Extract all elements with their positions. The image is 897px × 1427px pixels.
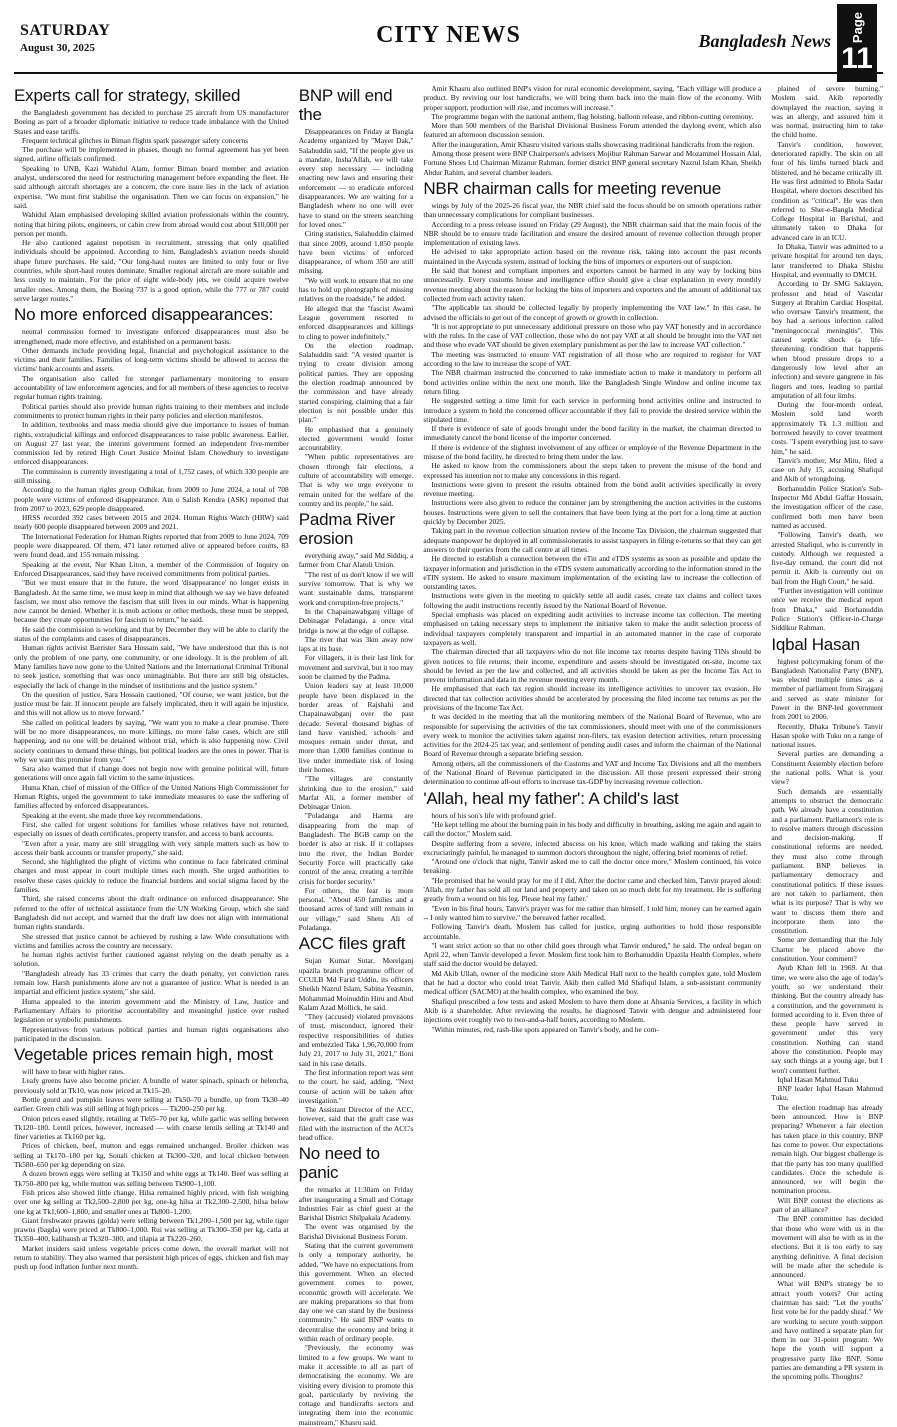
story-paragraph: Following Tanvir's death, Moslem has called for justice, urging authorities to hold those responsible accountable.	[423, 922, 762, 941]
story-paragraph: "It is not appropriate to put unnecessary additional pressure on those who pay VAT honestly and in accordance with the rules. In the case of VAT collection, those who do not pay VAT at all should be brought into the VAT net and those who evade VAT should be given exemplary punishment as per the law to increase VAT collection."	[423, 321, 762, 350]
story-paragraph: Recently, Dhaka Tribune's Tanvir Hasan spoke with Tuku on a range of national issues.	[771, 721, 883, 750]
story-paragraph: "But we must ensure that in the future, the word 'disappearance' no longer exists in Bangladesh. At the same time, we must keep in mind that although we say we have defeated fascism, we must also remove the fascism that still lives in our minds. What is happening now cannot be denied. Whether it is mob actions or other methods, these must be stopped, because they create opportunities for fascism to return," he said.	[14, 578, 289, 625]
story-paragraph: Representatives from various political parties and human rights organisations also participated in the discussion.	[14, 1024, 289, 1043]
story-paragraph: "When public representatives are chosen through fair elections, a culture of accountability will emerge. That is why we urge everyone to remain united for the welfare of the country and its people," he said.	[298, 452, 414, 508]
story-paragraph: On the election roadmap, Salahuddin said: "A vested quarter is trying to create division among political parties. They are opposing the election roadmap announced by the commission and have already started conspiring, claiming that a fair election is not possible under this plan."	[298, 340, 414, 425]
story-paragraph: Other demands include providing legal, financial and psychological assistance to the victims and their families. Families of long-term victims should be allowed to access the victims' bank accounts and assets.	[14, 345, 289, 374]
story-headline: Padma River erosion	[298, 510, 395, 549]
story-paragraph: If there is evidence of sale of goods brought under the bond facility in the market, the chairman directed to immediately cancel the bond license of the importer concerned.	[423, 424, 762, 443]
story-paragraph: BNP leader Iqbal Hasan Mahmud Tuku.	[771, 1084, 883, 1103]
story-paragraph: Disappearances on Friday at Bangla Academy organized by "Mayer Dak," Salahuddin said, "If the people give us a mandate, Insha'Allah, we will take every step necessary — including enacting new laws and ensuring their enforcement — to eradicate enforced disappearances. We are waiting for a Bangladesh where no one will ever have to stand on the streets searching for loved ones."	[298, 127, 414, 229]
story-paragraph: Frequent technical glitches in Biman flights spark passenger safety concerns	[22, 135, 248, 145]
story-paragraph: Ayub Khan fell in 1969. At that time, we were also the age of today's youth, so we understand their thinking. But the country already has a constitution, and the government is formed according to it. Even three of these people have served in government under this very constitution. Nothing can stand above the constitution. People may say such things at a young age, but I won't comment further.	[771, 963, 883, 1075]
column-3	[423, 84, 761, 1370]
story-paragraph: Huma Khan, chief of mission of the Office of the United Nations High Commissioner for Human Rights, urged the government to take immediate measures to ease the suffering of families affected by enforced disappearances.	[14, 782, 289, 811]
story-paragraph: The BNP committee has decided that those who were with us in the movement will also be with us in the elections. But it is too early to say anything definitive. A final decision will be made after the schedule is announced.	[771, 1214, 883, 1280]
story-paragraph: He asked to know from the commissioners about the steps taken to prevent the misuse of the bond and expressed his intention not to make any concessions in this regard.	[423, 461, 762, 480]
story-paragraph: Special emphasis was placed on expediting audit activities to increase income tax collection. The meeting emphasised on taking necessary steps to implement the initiative taken to make the audit selection process of individual taxpayers completely transparent and impartial in an automated manner in the case of corporate taxpayers as well.	[423, 610, 762, 647]
story-paragraph: He emphasised that each tax region should increase its intelligence activities to uncover tax evasion. He directed that tax collection activities should be accelerated by processing the filed income tax returns as per the provisions of the Income Tax Act.	[423, 684, 762, 712]
story-paragraph: plained of severe burning," Moslem said. Akib reportedly downplayed the reaction, saying it was an allergy, and assured him it was normal, instructing him to take the child home.	[771, 84, 883, 140]
masthead	[14, 0, 883, 75]
story-paragraph: Stating that the current government is only a temporary authority, he added, "We have no expectations from this government. When an elected government comes to power, economic growth will accelerate. We are making preparations so that from day one we can stand by the business community." He said BNP wants to decentralise the economy and bring it within reach of ordinary people.	[298, 1241, 414, 1344]
story-paragraph: "Even in his final hours, Tanvir's prayer was for me rather than himself. I told him, money can be earned again -- I only wanted him to survive," the bereaved father recalled.	[423, 903, 762, 922]
story-paragraph: The Assistant Director of the ACC, however, said that the graft case was filed with the instruction of the ACC's head office.	[298, 1105, 414, 1142]
story-paragraph: First, she called for urgent solutions for families whose relatives have not returned, especially on issues of death certificates, property transfer, and access to bank accounts.	[14, 819, 289, 839]
story-paragraph: It was decided in the meeting that all the monitoring members of the National Board of Revenue, who are responsible for supervising the activities of the tax commissioners, should meet with one of the commissioners every week to monitor the activities taken against non-filers, tax evasion detection activities, return processing activities for the 2024-25 tax year, and settlement of pending audit cases and inform the chairman of the National Board of Revenue through a separate briefing session.	[423, 712, 762, 759]
story-paragraph: "They (accused) violated provisions of trust, misconduct, ignored their respective responsibilities of duties and embezzled Taka 1,96,70,000 from July 21, 2017 to July 31, 2021," Iloni said in his case details.	[298, 1012, 414, 1068]
story-headline: No more enforced disappearances:	[14, 305, 274, 325]
story-paragraph: "The rest of us don't know if we will survive tomorrow. That is why we want sustainable dams, transparent work and corruption-free projects."	[298, 569, 414, 607]
story-paragraph: "The applicable tax should be collected legally by properly implementing the VAT law." In this case, he advised the officials to get out of the concept of growth or growth in collection.	[423, 303, 762, 322]
column-1	[14, 84, 289, 1370]
story-paragraph: The commission is currently investigating a total of 1,752 cases, of which 330 people are still missing.	[14, 466, 289, 485]
story-paragraph: Giant freshwater prawns (golda) were selling between Tk1,200–1,500 per kg, while tiger prawns (bagda) were priced at Tk800–1,000. Rui was selling at Tk300–350 per kg, catla at Tk350–400, kalibaush at Tk320–380, and tilapia at Tk220–260.	[14, 1215, 289, 1244]
story-paragraph: Instructions were also given to reduce the container jam by strengthening the auction activities in the customs houses. Instructions were given to sell the containers that have been lying at the port for a long time at auction quickly by December 2025.	[423, 498, 762, 527]
story-paragraph: wings by July of the 2025-26 fiscal year, the NBR chief said the focus should be on smooth operations rather than unnecessary complications for compliant businesses.	[423, 200, 762, 220]
story-paragraph: Fish prices also showed little change. Hilsa remained highly priced, with fish weighing over one kg selling at Tk2,500–2,800 per kg, one-kg hilsa at Tk2,300–2,500, hilsa below one kg at Tk1,600–1,800, and smaller ones at Tk800–1,200.	[14, 1187, 289, 1216]
story-paragraph: Such demands are essentially attempts to obstruct the democratic path. We already have a constitution and a parliament. Parliament's role is to resolve matters through discussion and decision-making. If constitutional reforms are needed, they must also come through parliament. BNP believes in parliamentary democracy and constitutional politics. If these issues are not taken to parliament, then what is its purpose? That is why we want to discuss them there and incorporate them into the constitution.	[771, 786, 883, 936]
story-paragraph: Borhanuddin Police Station's Sub-Inspector Md Abdul Gaffar Hossain, the investigation officer of the case, confirmed both men have been named as accused.	[771, 483, 883, 530]
story-paragraph: Sara also warned that if change does not begin now with genuine political will, future generations will once again fall victim to the same injustices.	[14, 764, 289, 783]
section-title: CITY NEWS	[376, 22, 521, 48]
story-paragraph: "Even after a year, many are still struggling with very simple matters such as how to access their bank accounts or transfer property," she said.	[14, 838, 289, 857]
story-paragraph: Huma appealed to the interim government and the Ministry of Law, Justice and Parliamentary Affairs to prioritise accountability and meaningful justice over rushed legislation or symbolic punishments.	[14, 996, 289, 1025]
story-paragraph: "Previously, the economy was limited to a few groups. We want to make it accessible to all as part of democratising the economy. We are visiting every division to promote this goal, particularly by reviving the cottage and handicrafts sectors and integrating them into the economic mainstream," Khasru said.	[298, 1343, 414, 1427]
story-paragraph: highest policymaking forum of the Bangladesh Nationalist Party (BNP), was elected multiple times as a member of parliament from Sirajganj and served as state minister for Power in the BNP-led government from 2001 to 2006.	[771, 656, 883, 722]
story-paragraph: According to a press release issued on Friday (29 August), the NBR chairman said that the main focus of the NBR should be to ensure trade facilitation and ensure the desired amount of revenue collection through proper implementation of existing laws.	[423, 219, 762, 248]
story-paragraph: "Further investigation will continue once we receive the medical report from Dhaka," said Borhanuddin Police Station's Officer-in-Charge Siddikur Rahman.	[771, 586, 883, 633]
story-paragraph: "He kept telling me about the burning pain in his body and difficulty in breathing, asking me again and again to call the doctor," Moslem said.	[423, 819, 762, 839]
columns	[14, 84, 883, 1427]
story-paragraph: Speaking to UNB, Kazi Wahidul Alam, former Biman board member and aviation analyst, underscored the need for restructuring management before expanding the fleet. He said although aircraft shortages are a concern, the core issue lies in the lack of aviation expertise. "We must first stabilise the organisation. Then we can focus on expansion," he said.	[14, 163, 289, 210]
story-paragraph: will have to bear with higher rates.	[22, 1067, 125, 1077]
story-paragraph: Shafiqul prescribed a few tests and asked Moslem to have them done at Ahsania Services, a facility in which Akib is a shareholder. After reviewing the results, he diagnosed Tanvir with dengue and administered four injections over roughly two to two-and-a-half hours, according to Moslem.	[423, 996, 762, 1025]
story-paragraph: the Bangladesh government has decided to purchase 25 aircraft from US manufacturer Boeing as part of a broader diplomatic initiative to reduce trade imbalance with the United States and ease tariffs.	[14, 108, 289, 136]
story-paragraph: Second, she highlighted the plight of victims who continue to face fabricated criminal charges and must appear in court multiple times each month. She urged authorities to resolve these cases quickly to reduce the financial burdens and social stigma faced by the families.	[14, 857, 289, 895]
story-paragraph: Taking part in the revenue collection situation review of the Income Tax Division, the chairman suggested that adequate manpower be deployed in all commissionerates to assist taxpayers in filing e-returns so that they can get answers to their queries from the call centre at all times.	[423, 526, 762, 554]
page-number-tab	[837, 4, 877, 82]
story-paragraph: Political parties should also provide human rights training to their members and include commitments to protect human rights in their party policies and election manifestos.	[14, 401, 289, 420]
story-paragraph: Will BNP contest the elections as part of an alliance?	[771, 1195, 883, 1215]
page-number: 11	[841, 41, 873, 75]
story-paragraph: In Dhaka, Tanvir was admitted to a private hospital for around ten days, later transferred to Dhaka Shishu Hospital, and eventually to DMCH.	[771, 242, 883, 279]
story-paragraph: "The villages are constantly shrinking due to the erosion," said Marfat Ali, a former member of Debinagar Union.	[298, 774, 414, 812]
story-paragraph: For others, the fear is more personal. "About 450 families and a thousand acres of land still remain in our village," said Shetu Ali of Poladanga.	[298, 885, 414, 933]
story-paragraph: She called on political leaders by saying, "We want you to make a clear promise. There will be no more disappearances, no more killings, no more false cases, which are still happening, and no one will be detained without trial, which is also happening now. Civil society continues to demand these things, but political leaders are the ones in power. That is why we want this promise from you."	[14, 717, 289, 764]
story-paragraph: The NBR chairman instructed the concerned to take immediate action to make it mandatory to perform all bond activities online within the next one month, like the Bangladesh Single Window and online income tax return filing.	[423, 368, 762, 396]
story-paragraph: The programme began with the national anthem, flag hoisting, balloon release, and ribbon-cutting ceremony.	[431, 111, 754, 121]
story-paragraph: neutral commission formed to investigate enforced disappearances must also be strengthened, made more effective, and established on a permanent basis.	[14, 327, 289, 346]
brand-logo: Bangladesh News	[698, 31, 831, 51]
story-paragraph: On the question of justice, Sara Hossain cautioned, "Of course, we want justice, but the justice must be fair. If innocent people are falsely implicated, then it will again be injustice, and this will not allow us to move forward."	[14, 689, 289, 718]
column-4	[771, 84, 883, 1382]
story-paragraph: The chairman directed that all taxpayers who do not file income tax returns despite having TINs should be given notices to file returns, their income, expenditure and assets should be investigated on-site, income tax should be levied as per the law and collected, and all activities should be taken as per the Income Tax Act to prevent information and data in the revenue meeting every month.	[423, 647, 762, 685]
story-headline: ACC files graft	[298, 934, 406, 954]
story-paragraph: Amir Khasru also outlined BNP's vision for rural economic development, saying, "Each village will produce a product. By reviving our lost handicrafts, we will bring them back into the main flow of the economy. With proper support, production will rise, and incomes will increase."	[423, 84, 762, 112]
story-headline: No need to panic	[298, 1144, 380, 1183]
story-paragraph: "I want strict action so that no other child goes through what Tanvir endured," he said. The ordeal began on April 22, when Tanvir developed a fever. Moslem first took him to Borhanuddin Upazila Health Complex, where staff said the doctor would be delayed.	[423, 940, 762, 969]
story-paragraph: Iqbal Hasan Mahmud Tuku	[777, 1074, 859, 1084]
story-paragraph: Some are demanding that the July Charter be placed above the constitution. Your comment?	[771, 935, 883, 964]
story-paragraph: The International Federation for Human Rights reported that from 2009 to June 2024, 709 people were disappeared. Of them, 471 later returned alive or appeared before courts, 83 were found dead, and 155 remain missing.	[14, 531, 289, 560]
story-paragraph: During the four-month ordeal, Moslem sold land worth approximately Tk 1.3 million and borrowed heavily to cover treatment costs. "I spent everything just to save him," he said.	[771, 400, 883, 456]
story-paragraph: He emphasised that a genuinely elected government would foster accountability.	[298, 424, 414, 453]
story-paragraph: Union leaders say at least 10,000 people have been displaced in the border areas of Rajshahi and Chapainawabganj over the past decade. Several thousand bighas of land have vanished, schools and mosques remain under threat, and more than 1,000 families continue to live under immediate risk of losing their homes.	[298, 681, 414, 774]
story-paragraph: "Poladanga and Harma are disappearing from the map of Bangladesh. The BGB camp on the border is also at risk. If it collapses into the river, the Indian Border Security Force will practically take control of the area, creating a terrible crisis for border security."	[298, 811, 414, 886]
story-paragraph: hours of his son's life with profound grief.	[431, 810, 556, 820]
story-headline: BNP will end the	[298, 86, 393, 124]
story-paragraph: More than 500 members of the Barishal Divisional Business Forum attended the daylong event, which also featured an afternoon discussion session.	[423, 121, 762, 140]
story-paragraph: "Following Tanvir's death, we arrested Shafiqul, who is currently in custody. Although we requested a five-day remand, the court did not permit it. Akib is currently out on bail from the High Court," he said.	[771, 530, 883, 586]
story-headline: NBR chairman calls for meeting revenue	[423, 178, 721, 198]
story-headline: 'Allah, heal my father': A child's last	[423, 788, 679, 808]
story-headline: Iqbal Hasan	[771, 634, 860, 654]
story-paragraph: Instructions were given in the meeting to quickly settle all audit cases, create tax claims and collect taxes following the audit instructions recently issued by the National Board of Revenue.	[423, 591, 762, 610]
story-paragraph: The meeting was instructed to ensure VAT registration of all those who are required to register for VAT according to the law to increase the scope of VAT.	[423, 349, 762, 369]
story-paragraph: He also cautioned against nepotism in recruitment, stressing that only qualified individuals should be appointed. According to him, Bangladesh's aviation needs should shape future purchases. He said, "Our long-haul routes are limited to only four or five countries, while short-haul routes dominate. Smaller regional aircraft are more suitable and less costly to maintain. For the price of eight wide-body jets, we could acquire twelve smaller ones. Among them, the Boeing 737 is a good option, while the 777 or 787 could serve larger routes."	[14, 238, 289, 303]
story-paragraph: Among others, all the commissioners of the Customs and VAT and Income Tax Divisions and all the members of the National Board of Revenue participated in the discussion. All those present expressed their strong determination to continue all-out efforts to increase tax-GDP by increasing revenue collection.	[423, 758, 762, 787]
story-paragraph: Citing statistics, Salahuddin claimed that since 2009, around 1,850 people have been victims of enforced disappearance, of whom 350 are still missing.	[298, 229, 414, 276]
story-paragraph: Prices of chicken, beef, mutton and eggs remained unchanged. Broiler chicken was selling at Tk170–180 per kg, Sonali chicken at Tk300–320, and local chicken between Tk580–650 per kg depending on size.	[14, 1141, 289, 1170]
story-paragraph: Bottle gourd and pumpkin leaves were selling at Tk50–70 a bundle, up from Tk30–40 earlier. Green chili was still selling at high prices — Tk200–250 per kg.	[14, 1094, 289, 1114]
story-paragraph: The organisation also called for stronger parliamentary monitoring to ensure accountability of law enforcement agencies, and for all members of these agencies to receive regular human rights training.	[14, 373, 289, 402]
story-paragraph: The event was organised by the Barishal Divisional Business Forum.	[298, 1222, 414, 1241]
story-paragraph: Despite suffering from a severe, infected abscess on his knee, which made walking and taking the stairs excruciatingly painful, he managed to summon doctors throughout the night, offering brief moments of relief.	[423, 838, 762, 857]
issue-day: SATURDAY	[20, 22, 111, 39]
story-paragraph: For villagers, it is their last link for movement and survival, but it too may soon be claimed by the Padma.	[298, 653, 414, 682]
story-paragraph: He directed to establish a connection between the eTin and eTDS systems as soon as possible and update the taxpayer information and jurisdiction in the eTDS system automatically according to the information stored in the eTIN system. He asked to ensure maximum implementation of the existing law to increase the collection of outstanding taxes.	[423, 554, 762, 592]
story-paragraph: After the inauguration, Amir Khasru visited various stalls showcasing traditional handicrafts from the region.	[431, 139, 755, 149]
story-paragraph: everything away," said Md Siddiq, a farmer from Char Alatuli Union.	[298, 551, 414, 570]
story-paragraph: The river that was 3km away now laps at its base.	[298, 634, 414, 654]
story-paragraph: He suggested setting a time limit for each service in performing bond activities online and instructed to introduce a system to hold the concerned officer accountable if they fail to provide the desired service within the stipulated time.	[423, 396, 762, 424]
story-paragraph: Tanvir's mother, Msr Mitu, filed a case on July 15, accusing Shafiqul and Akib of wrongdoing.	[771, 455, 883, 484]
issue-date: August 30, 2025	[20, 42, 95, 54]
story-headline: Experts call for strategy, skilled	[14, 86, 241, 105]
story-paragraph: "Around one o'clock that night, Tanvir asked me to call the doctor once more," Moslem continued, his voice breaking.	[423, 857, 762, 876]
story-paragraph: Leafy greens have also become pricier. A bundle of water spinach, spinach or helencha, previously sold at Tk10, was now priced at Tk15–20.	[14, 1076, 289, 1095]
story-paragraph: He alleged that the "fascist Awami League government resorted to enforced disappearances and killings to cling to power indefinitely."	[298, 303, 414, 341]
story-paragraph: He said the commission is working and that by December they will be able to clarify the status of the complaints and cases of disappearances.	[14, 624, 289, 644]
story-paragraph: What will BNP's strategy be to attract youth voters? Our acting chairman has said: "Let the youths' first vote be for the paddy sheaf." We are working to secure youth support and have outlined a separate plan for them in our 31-point program. We hope the youth will support a progressive party like BNP. Some parties are demanding a PR system in the upcoming polls. Thoughts?	[771, 1279, 883, 1382]
story-paragraph: Human rights activist Barrister Sara Hossain said, "We have understood that this is not only the problem of one party, one community, or one ideology. It is the problem of all. Many families have now gone to the United Nations and the International Criminal Tribunal to seek justice, something that was once unimaginable. But there are still big obstacles, especially the lack of change in the mindset of institutions and the justice system."	[14, 643, 289, 690]
story-paragraph: "We will work to ensure that no one has to hold up photographs of missing relatives on the roadside," he added.	[298, 275, 414, 304]
story-paragraph: Tanvir's condition, however, deteriorated rapidly. The skin on all four of his limbs turned black and blistered, and he became critically ill. He was first admitted to Bhola Sadar Hospital, where doctors described his condition as "critical". He was then referred to Sher-e-Bangla Medical College Hospital in Barishal, and ultimately taken to Dhaka for advanced care in an ICU.	[771, 139, 883, 242]
story-paragraph: Md Akib Ullah, owner of the medicine store Akib Medical Hall next to the health complex gate, told Moslem that he had a doctor who could treat Tanvir. Akib then called Md Shafiqul Islam, a sub-assistant community medical officer (SACMO) at the health complex, who examined the boy.	[423, 968, 762, 997]
story-paragraph: Market insiders said unless vegetable prices come down, the overall market will not return to stability. They also warned that persistent high prices of eggs, chicken and fish may push up food inflation further next month.	[14, 1243, 289, 1272]
story-paragraph: The first information report was sent to the court, he said, adding, "Next course of action will be taken after investigation."	[298, 1067, 414, 1105]
page-label: Page	[849, 12, 865, 44]
story-paragraph: The purchase will be implemented in phases, though no formal agreement has yet been signed, airline officials confirmed.	[14, 145, 289, 164]
story-paragraph: Third, she raised concerns about the draft ordinance on enforced disappearance. She referred to the offer of technical assistance from the UN Working Group, which she said Bangladesh did not accept, and warned that the draft law does not align with international human rights standards.	[14, 894, 289, 932]
story-paragraph: Speaking at the event, Nur Khan Liton, a member of the Commission of Inquiry on Enforced Disappearances, said they have received commitments from political parties.	[14, 559, 289, 578]
story-paragraph: Instructions were given to present the results obtained from the bond audit activities specifically in every revenue meeting.	[423, 479, 762, 499]
story-paragraph: If there is evidence of the slightest involvement of any officer or employee of the Revenue Department in the misuse of the bond facility, he directed to bring them under the law.	[423, 442, 762, 461]
story-paragraph: In addition, textbooks and mass media should give due importance to issues of human rights, extrajudicial killings and enforced disappearances to raise public awareness. Earlier, on August 27 last year, the interim government formed an independent five-member commission led by retired High Court Justice Moinul Islam Chowdhury to investigate enforced disappearances.	[14, 420, 289, 467]
story-paragraph: Wahidul Alam emphasised developing skilled aviation professionals within the country, noting that hiring pilots, engineers, or cabin crew from abroad would cost about $10,000 per person per month.	[14, 210, 289, 238]
story-paragraph: In the Chapainawabganj village of Debinagar Poladanga, a once vital bridge is now at the edge of collapse.	[298, 606, 414, 635]
story-paragraph: he human rights activist further cautioned against relying on the death penalty as a solution.	[14, 950, 289, 969]
story-paragraph: Onion prices eased slightly, retailing at Tk65–70 per kg, while garlic was selling between Tk120–180. Lentil prices, however, increased — with coarse lentils selling at Tk140 and finer varieties at Tk160 per kg.	[14, 1113, 289, 1142]
story-paragraph: Speaking at the event, she made three key recommendations.	[22, 810, 203, 820]
story-paragraph: He said that honest and compliant importers and exporters cannot be harmed in any way by locking bins unnecessarily. Every customs house and intelligence office should give a clear explanation in every monthly revenue meeting about the reason for locking the bins of importers and exporters and the amount of additional tax collected from each activity taken.	[423, 266, 762, 303]
story-paragraph: "Within minutes, red, rash-like spots appeared on Tanvir's body, and he com-	[431, 1024, 659, 1034]
story-paragraph: A dozen brown eggs were selling at Tk150 and white eggs at Tk140. Beef was selling at Tk750–800 per kg, while mutton was selling between Tk900–1,100.	[14, 1169, 289, 1188]
story-paragraph: Among those present were BNP Chairperson's advisers Mojibur Rahman Sarwar and Mozammel Hossain Alal, Fortune Shoes Ltd Chairman Mizanur Rahman, former district BNP general secretary Nazrul Islam Khan, Sheikh Abdur Rahim, and several chamber leaders.	[423, 149, 762, 177]
story-paragraph: The election roadmap has already been announced. How is BNP preparing? Whenever a fair election has taken place in this country, BNP has come to power. Our expectations remain high. Our biggest challenge is that the party has too many qualified candidates. Once the schedule is announced, we will begin the nomination process.	[771, 1102, 883, 1196]
story-paragraph: HRSS recorded 392 cases between 2015 and 2024. Human Rights Watch (HRW) said nearly 600 people disappeared between 2009 and 2021.	[14, 513, 289, 532]
story-paragraph: He advised to take appropriate action based on the revenue risk, taking into account the past records maintained in the Asycuda system, instead of locking the bins of importers or exporters out of suspicion.	[423, 247, 762, 266]
story-paragraph: She stressed that justice cannot be achieved by rushing a law. Wide consultations with victims and families across the country are necessary.	[14, 931, 289, 950]
story-paragraph: According to Dr SMG Saklayen, professor and head of Vascular Surgery at Ibrahim Cardiac Hospital, who oversaw Tanvir's treatment, the boy had a serious infection called "meningococcal meningitis". This caused septic shock (a life-threatening condition that happens when blood pressure drops to a dangerously low level after an infection) and severe gangrene in his fingers and toes, leading to partial amputation of all four limbs.	[771, 279, 883, 400]
story-headline: Vegetable prices remain high, most	[14, 1045, 273, 1065]
masthead-rule	[14, 72, 883, 74]
column-2	[298, 84, 414, 1427]
story-paragraph: Sujan Kumar Sutar, Morelganj upazila branch programme officer of CCULB Md Farid Uddin, its officers Sheikh Nazrul Islam, Sabina Yeasmin, Mohammad Moinuddin Hiru and Abul Kalam Azad Mollick, he said.	[298, 956, 414, 1012]
story-paragraph: "He promised that he would pray for me if I did. After the doctor came and checked him, Tanvir prayed aloud: 'Allah, my father has sold all our land and property and taken on so much debt for my treatment. He is suffering greatly from a wound on his leg. Please heal my father.'	[423, 875, 762, 904]
story-paragraph: the remarks at 11:30am on Friday after inaugurating a Small and Cottage Industries Fair as chief guest at the Barishal District Shilpakala Academy.	[298, 1185, 414, 1223]
story-paragraph: "Bangladesh already has 33 crimes that carry the death penalty, yet conviction rates remain low. Harsh punishments alone are not a guarantee of justice. What is needed is an impartial and efficient justice system," she said.	[14, 968, 289, 997]
story-paragraph: Several parties are demanding a Constituent Assembly election before the national polls. What is your view?	[771, 749, 883, 787]
story-paragraph: According to the human rights group Odhikar, from 2009 to June 2024, a total of 708 people were victims of enforced disappearance. Ain o Salish Kendra (ASK) reported that from 2007 to 2023, 629 people disappeared.	[14, 485, 289, 513]
